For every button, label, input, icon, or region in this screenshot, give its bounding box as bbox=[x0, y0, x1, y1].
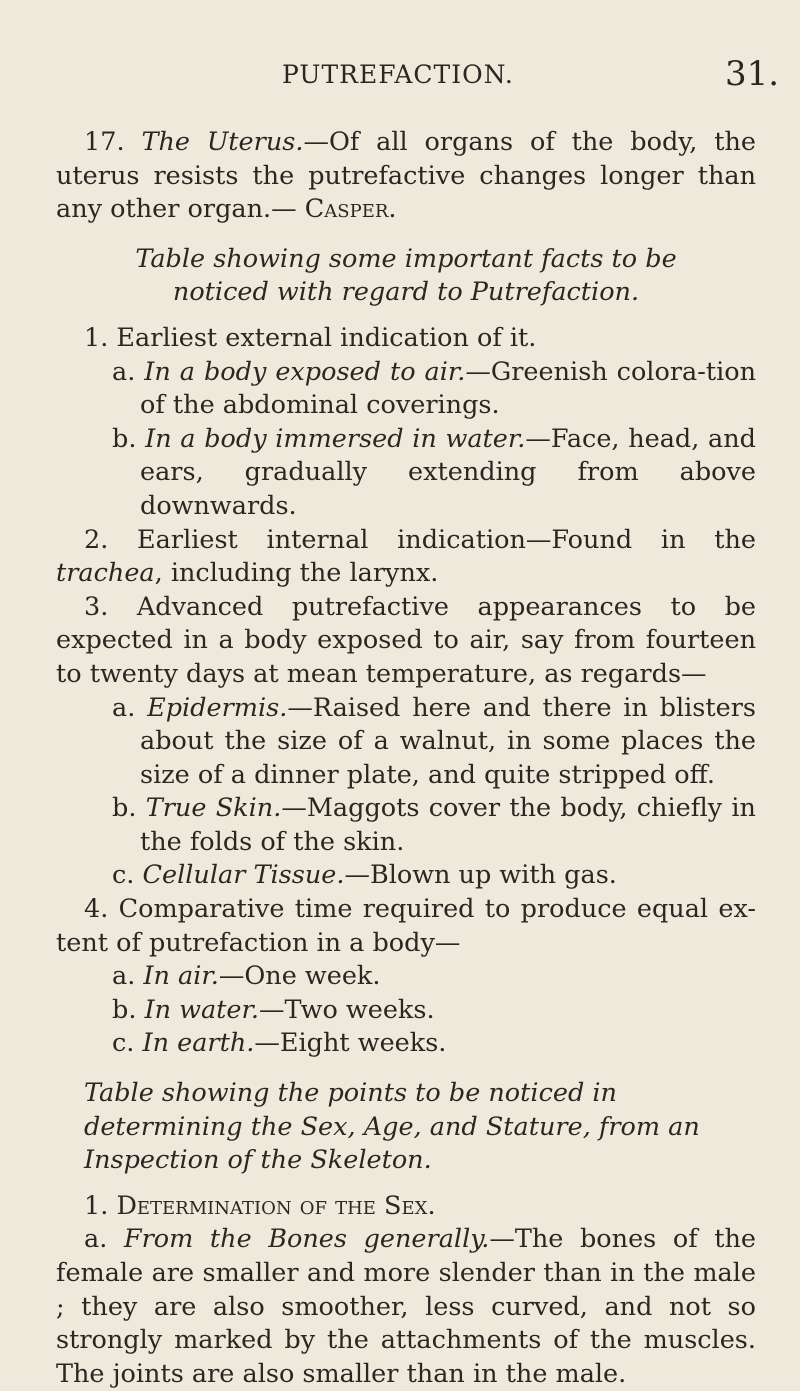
table1-item4-c bbox=[56, 1027, 756, 1061]
item-title: In a body immersed in water. bbox=[145, 423, 526, 454]
item-text: —Two weeks. bbox=[259, 994, 435, 1025]
item-title: True Skin. bbox=[145, 793, 282, 824]
table2-item1-a bbox=[56, 1223, 756, 1391]
table1-item4-b bbox=[56, 994, 756, 1028]
item-title: In water. bbox=[144, 994, 260, 1025]
item-text: —Maggots cover the body, chiefly in the folds of the skin. bbox=[140, 793, 756, 857]
item-title: In earth. bbox=[142, 1028, 255, 1059]
item-text: 2. Earliest internal indication—Found in the bbox=[84, 524, 756, 555]
item-text: —Greenish colora-tion of the abdominal coverings. bbox=[140, 356, 757, 421]
item-label: b. bbox=[112, 793, 146, 824]
table1-item1-a bbox=[56, 356, 756, 423]
item-label: c. bbox=[112, 1028, 143, 1059]
item-text: —One week. bbox=[218, 961, 381, 992]
item-trachea: trachea bbox=[56, 558, 155, 589]
table1-item1: 1. Earliest external indication of it. bbox=[84, 322, 537, 353]
uterus-title: The Uterus. bbox=[141, 127, 304, 157]
item-label: a. bbox=[112, 692, 148, 723]
item-label: a. bbox=[112, 356, 145, 387]
item-label: a. bbox=[112, 961, 144, 992]
item-text: —The bones of the female are smaller and more slender than in the male ; they are also smoother, less curved, and not so strongly marked by the attachments of the muscles. The joints are also smaller than in the male. bbox=[56, 1224, 756, 1389]
table2-heading: Table showing the points to be noticed in determining the Sex, Age, and Stature, from an Inspection of the Skeleton. bbox=[84, 1078, 700, 1176]
item-title: Cellular Tissue. bbox=[142, 860, 345, 891]
item-label: b. bbox=[112, 994, 145, 1025]
body-text bbox=[56, 126, 756, 1391]
table1-item3-c bbox=[56, 859, 756, 893]
table1-item1-b bbox=[56, 423, 756, 524]
table1-item3-b bbox=[56, 792, 756, 859]
item-title: In air. bbox=[143, 961, 219, 992]
uterus-text: —Of all organs of the body, the uterus resists the putrefactive changes longer than any other organ.— bbox=[56, 127, 757, 225]
item-label: a. bbox=[84, 1224, 124, 1255]
table1-item3: 3. Advanced putrefactive appearances to be expected in a body exposed to air, say from fourteen to twenty days at mean temperature, as regards— bbox=[56, 591, 756, 689]
item-label: c. bbox=[112, 860, 143, 891]
table1-item3-a bbox=[56, 692, 756, 793]
item-label: b. bbox=[112, 423, 146, 454]
uterus-paragraph bbox=[56, 126, 756, 227]
item-text: —Face, head, and ears, gradually extending from above downwards. bbox=[140, 423, 756, 521]
table1-item2 bbox=[56, 524, 756, 591]
item-title: Determination of the Sex. bbox=[116, 1190, 436, 1221]
item-rest: , including the larynx. bbox=[154, 558, 439, 589]
page-number: 31. bbox=[725, 54, 780, 94]
item-title: From the Bones generally. bbox=[123, 1224, 490, 1255]
table1-item4-a bbox=[56, 960, 756, 994]
running-title: PUTREFACTION. bbox=[282, 60, 514, 89]
item-number: 1. bbox=[84, 1190, 117, 1221]
item-text: —Blown up with gas. bbox=[344, 860, 617, 891]
uterus-number: 17. bbox=[84, 127, 125, 157]
uterus-author: Casper. bbox=[304, 194, 397, 225]
item-text: —Eight weeks. bbox=[254, 1028, 447, 1059]
item-title: Epidermis. bbox=[147, 692, 288, 723]
item-title: In a body exposed to air. bbox=[144, 356, 466, 387]
table1-item4: 4. Comparative time required to produce equal ex-tent of putrefaction in a body— bbox=[56, 894, 756, 958]
page-header bbox=[0, 54, 800, 100]
table1-heading: Table showing some important facts to be noticed with regard to Putrefaction. bbox=[135, 243, 677, 308]
item-text: —Raised here and there in blisters about the size of a walnut, in some places the size of a dinner plate, and quite stripped off. bbox=[140, 692, 756, 790]
table2-item1 bbox=[56, 1190, 756, 1224]
